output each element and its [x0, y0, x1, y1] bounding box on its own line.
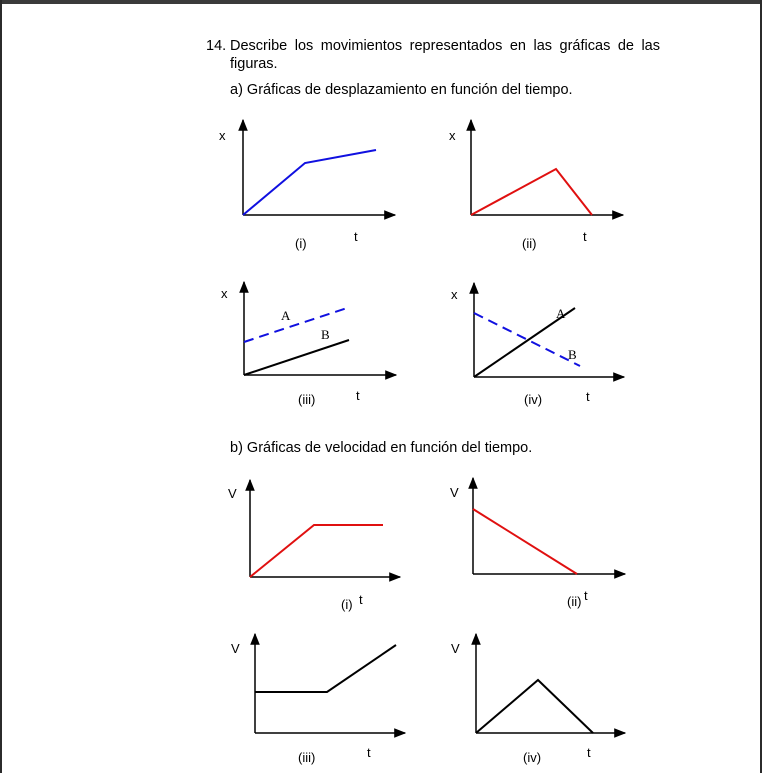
question-text-continued: figuras. [230, 56, 278, 72]
section-b-title: b) Gráficas de velocidad en función del tiempo. [230, 440, 533, 456]
y-axis-label: V [228, 486, 237, 501]
graph-a-ii [449, 120, 623, 251]
graph-caption: (iii) [298, 392, 316, 407]
series-line-b [244, 340, 349, 375]
graph-a-iv [451, 283, 624, 407]
y-axis-label: V [451, 641, 460, 656]
graph-b-ii [450, 478, 625, 609]
series-label-b: B [568, 347, 577, 362]
x-axis-label: t [583, 229, 587, 244]
y-axis-label: V [450, 485, 459, 500]
series-line [471, 169, 592, 215]
series-line-a [244, 307, 350, 342]
graph-b-iii [231, 634, 405, 765]
series-line [476, 680, 593, 733]
graph-caption: (iv) [524, 392, 543, 407]
series-label-b: B [321, 327, 330, 342]
series-line [473, 509, 577, 574]
graph-a-i [219, 120, 395, 251]
y-axis-label: x [451, 287, 458, 302]
x-axis-label: t [354, 229, 358, 244]
y-axis-label: x [449, 128, 456, 143]
graph-caption: (iv) [523, 750, 542, 765]
series-label-a: A [556, 306, 566, 321]
question-number: 14. [206, 38, 227, 54]
y-axis-label: V [231, 641, 240, 656]
question-text: Describe los movimientos representados en las gráficas de las [230, 38, 660, 54]
graph-caption: (ii) [567, 594, 582, 609]
graph-b-i [228, 480, 400, 612]
graph-caption: (ii) [522, 236, 537, 251]
x-axis-label: t [356, 388, 360, 403]
graph-caption: (iii) [298, 750, 316, 765]
x-axis-label: t [367, 745, 371, 760]
graph-caption: (i) [295, 236, 307, 251]
x-axis-label: t [584, 588, 588, 603]
graph-caption: (i) [341, 597, 353, 612]
series-label-a: A [281, 308, 291, 323]
y-axis-label: x [221, 286, 228, 301]
series-line [255, 645, 396, 692]
series-line [250, 525, 383, 577]
y-axis-label: x [219, 128, 226, 143]
graph-a-iii [221, 282, 396, 407]
series-line [243, 150, 376, 215]
section-a-title: a) Gráficas de desplazamiento en función del tiempo. [230, 82, 573, 98]
x-axis-label: t [587, 745, 591, 760]
x-axis-label: t [359, 592, 363, 607]
graph-b-iv [451, 634, 625, 765]
x-axis-label: t [586, 389, 590, 404]
